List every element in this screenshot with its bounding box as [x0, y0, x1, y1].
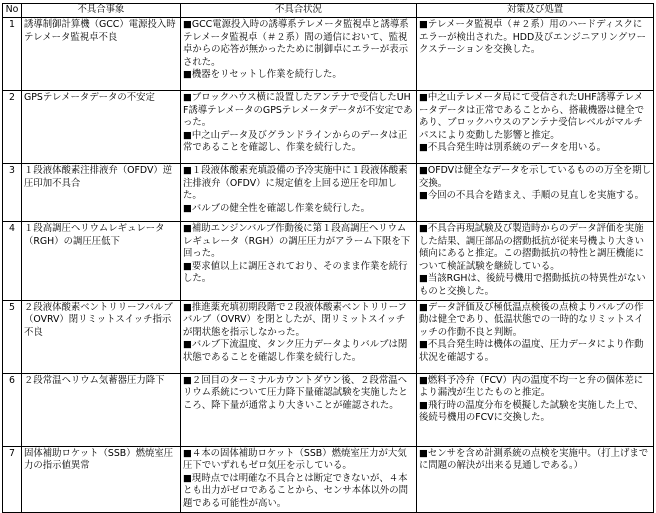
header-action: 対策及び処置: [417, 4, 654, 18]
event-cell: ２段液体酸素ベントリリーフバルブ（OVRV）閉リミットスイッチ指示不良: [22, 300, 181, 373]
status-item: ■２回目のターミナルカウントダウン後、２段常温ヘリウム系統について圧力降下量確認試験を実施したところ、降下量が通常より大きいことが確認された。: [183, 374, 408, 411]
action-item: ■当該RGHは、後続号機用で摺動抵抗の特異性がないものと交換した。: [419, 273, 646, 297]
action-item: ■中之山テレメータ局にて受信されたUHF誘導テレメータデータは正常であることから、搭載機器は健全であり、ブロックハウスのアンテナ受信レベルがマルチパスにより変動した影響と推定。: [419, 92, 645, 141]
status-cell: [181, 164, 417, 222]
status-cell: [181, 222, 417, 301]
action-item: ■不具合発生時は機体の温度、圧力データにより作動状況を確認する。: [419, 339, 644, 363]
header-status: 不具合状況: [181, 4, 417, 18]
row-number: 1: [3, 18, 22, 91]
row-number: 4: [3, 222, 22, 301]
action-item: ■今回の不具合を踏まえ、手順の見直しを実施する。: [419, 190, 645, 202]
action-cell: [417, 300, 654, 373]
header-row: [3, 4, 654, 18]
action-cell: [417, 222, 654, 301]
status-item: ■要求値以上に調圧されており、そのまま作業を続行した。: [183, 260, 408, 285]
status-item: ■４本の固体補助ロケット（SSB）燃焼室圧力が大気圧下でいずれもゼロ気圧を示している。: [183, 447, 407, 472]
issue-table: [2, 3, 654, 513]
action-item: ■テレメータ監視卓（＃２系）用のハードディスクにエラーが検出された。HDD及びエンジニアリングワークステーションを交換した。: [419, 19, 646, 56]
row-number: 3: [3, 164, 22, 222]
action-item: ■不具合発生時は別系統のデータを用いる。: [419, 142, 606, 154]
table-row: [3, 222, 654, 301]
action-item: ■データ評価及び極低温点検後の点検よりバルブの作動は健全であり、低温状態での一時的なリミットスイッチの作動不良と判断。: [419, 301, 644, 338]
table-row: [3, 18, 654, 91]
status-cell: [181, 373, 417, 446]
status-item: ■中之山データ及びグランドラインからのデータは正常であることを確認し、作業を続行した。: [183, 129, 408, 154]
header-event: 不具合事象: [22, 4, 181, 18]
event-cell: ２段常温ヘリウム気蓄器圧力降下: [22, 373, 181, 446]
action-item: ■燃料予冷弁（FCV）内の温度不均一と弁の個体差により漏洩が生じたものと推定。: [419, 374, 644, 399]
header-no: No: [3, 4, 22, 18]
status-item: ■補助エンジンバルブ作動後に第１段高調圧ヘリウムレギュレータ（RGH）の調圧圧力がアラーム下限を下回った。: [183, 223, 411, 260]
status-item: ■推進薬充填初期段階で２段液体酸素ベントリリーフバルブ（OVRV）を閉としたが、閉リミットスイッチが閉状態を指示しなかった。: [183, 301, 408, 338]
row-number: 6: [3, 373, 22, 446]
status-cell: [181, 446, 417, 512]
status-cell: [181, 91, 417, 164]
status-cell: [181, 300, 417, 373]
table-row: [3, 164, 654, 222]
table-row: [3, 91, 654, 164]
event-cell: １段液体酸素注排液弁（OFDV）逆圧印加不具合: [22, 164, 181, 222]
action-cell: [417, 18, 654, 91]
action-item: ■飛行時の温度分布を模擬した試験を実施した上で、後続号機用のFCVに交換した。: [419, 399, 644, 424]
event-cell: GPSテレメータデータの不安定: [22, 91, 181, 164]
table-row: [3, 300, 654, 373]
row-number: 5: [3, 300, 22, 373]
action-item: ■センサを含め計測系統の点検を実施中。（打上げまでに問題の解決が出来る見通しである。）: [419, 447, 649, 472]
event-cell: 固体補助ロケット（SSB）燃焼室圧力の指示値異常: [22, 446, 181, 512]
status-item: ■現時点では明確な不具合とは断定できないが、４本とも出力がゼロであることから、センサ本体以外の問題である可能性が高い。: [183, 472, 409, 509]
action-cell: [417, 373, 654, 446]
row-number: 7: [3, 446, 22, 512]
action-cell: [417, 446, 654, 512]
status-item: ■バルブの健全性を確認し作業を続行した。: [183, 202, 370, 214]
row-number: 2: [3, 91, 22, 164]
action-item: ■OFDVは健全なデータを示しているものの万全を期し交換。: [419, 165, 651, 189]
action-item: ■不具合再現試験及び製造時からのデータ評価を実施した結果、調圧部品の摺動抵抗が従来号機より大きい傾向にあると推定。この摺動抵抗の特性と調圧機能について検証試験を継続している。: [419, 223, 645, 272]
table-row: [3, 373, 654, 446]
table-row: [3, 446, 654, 512]
status-item: ■バルブ下流温度、タンク圧力データよりバルブは閉状態であることを確認し作業を続行した。: [183, 339, 408, 363]
status-cell: [181, 18, 417, 91]
status-item: ■ブロックハウス横に設置したアンテナで受信したUHF誘導テレメータのGPSテレメータデータが不安定であった。: [183, 92, 413, 129]
action-cell: [417, 164, 654, 222]
status-item: ■GCC電源投入時の誘導系テレメータ監視卓と誘導系テレメータ監視卓（＃２系）間の通信において、監視卓からの応答が無かったために制御卓にエラーが表示された。: [183, 19, 409, 68]
event-cell: 誘導制御計算機（GCC）電源投入時 テレメータ監視卓不良: [22, 18, 181, 91]
status-item: ■１段液体酸素充填設備の予冷実施中に１段液体酸素注排液弁（OFDV）に規定値を上回る逆圧を印加した。: [183, 165, 408, 202]
event-cell: １段高調圧ヘリウムレギュレータ（RGH）の調圧圧低下: [22, 222, 181, 301]
status-item: ■機器をリセットし作業を続行した。: [183, 69, 342, 81]
action-cell: [417, 91, 654, 164]
